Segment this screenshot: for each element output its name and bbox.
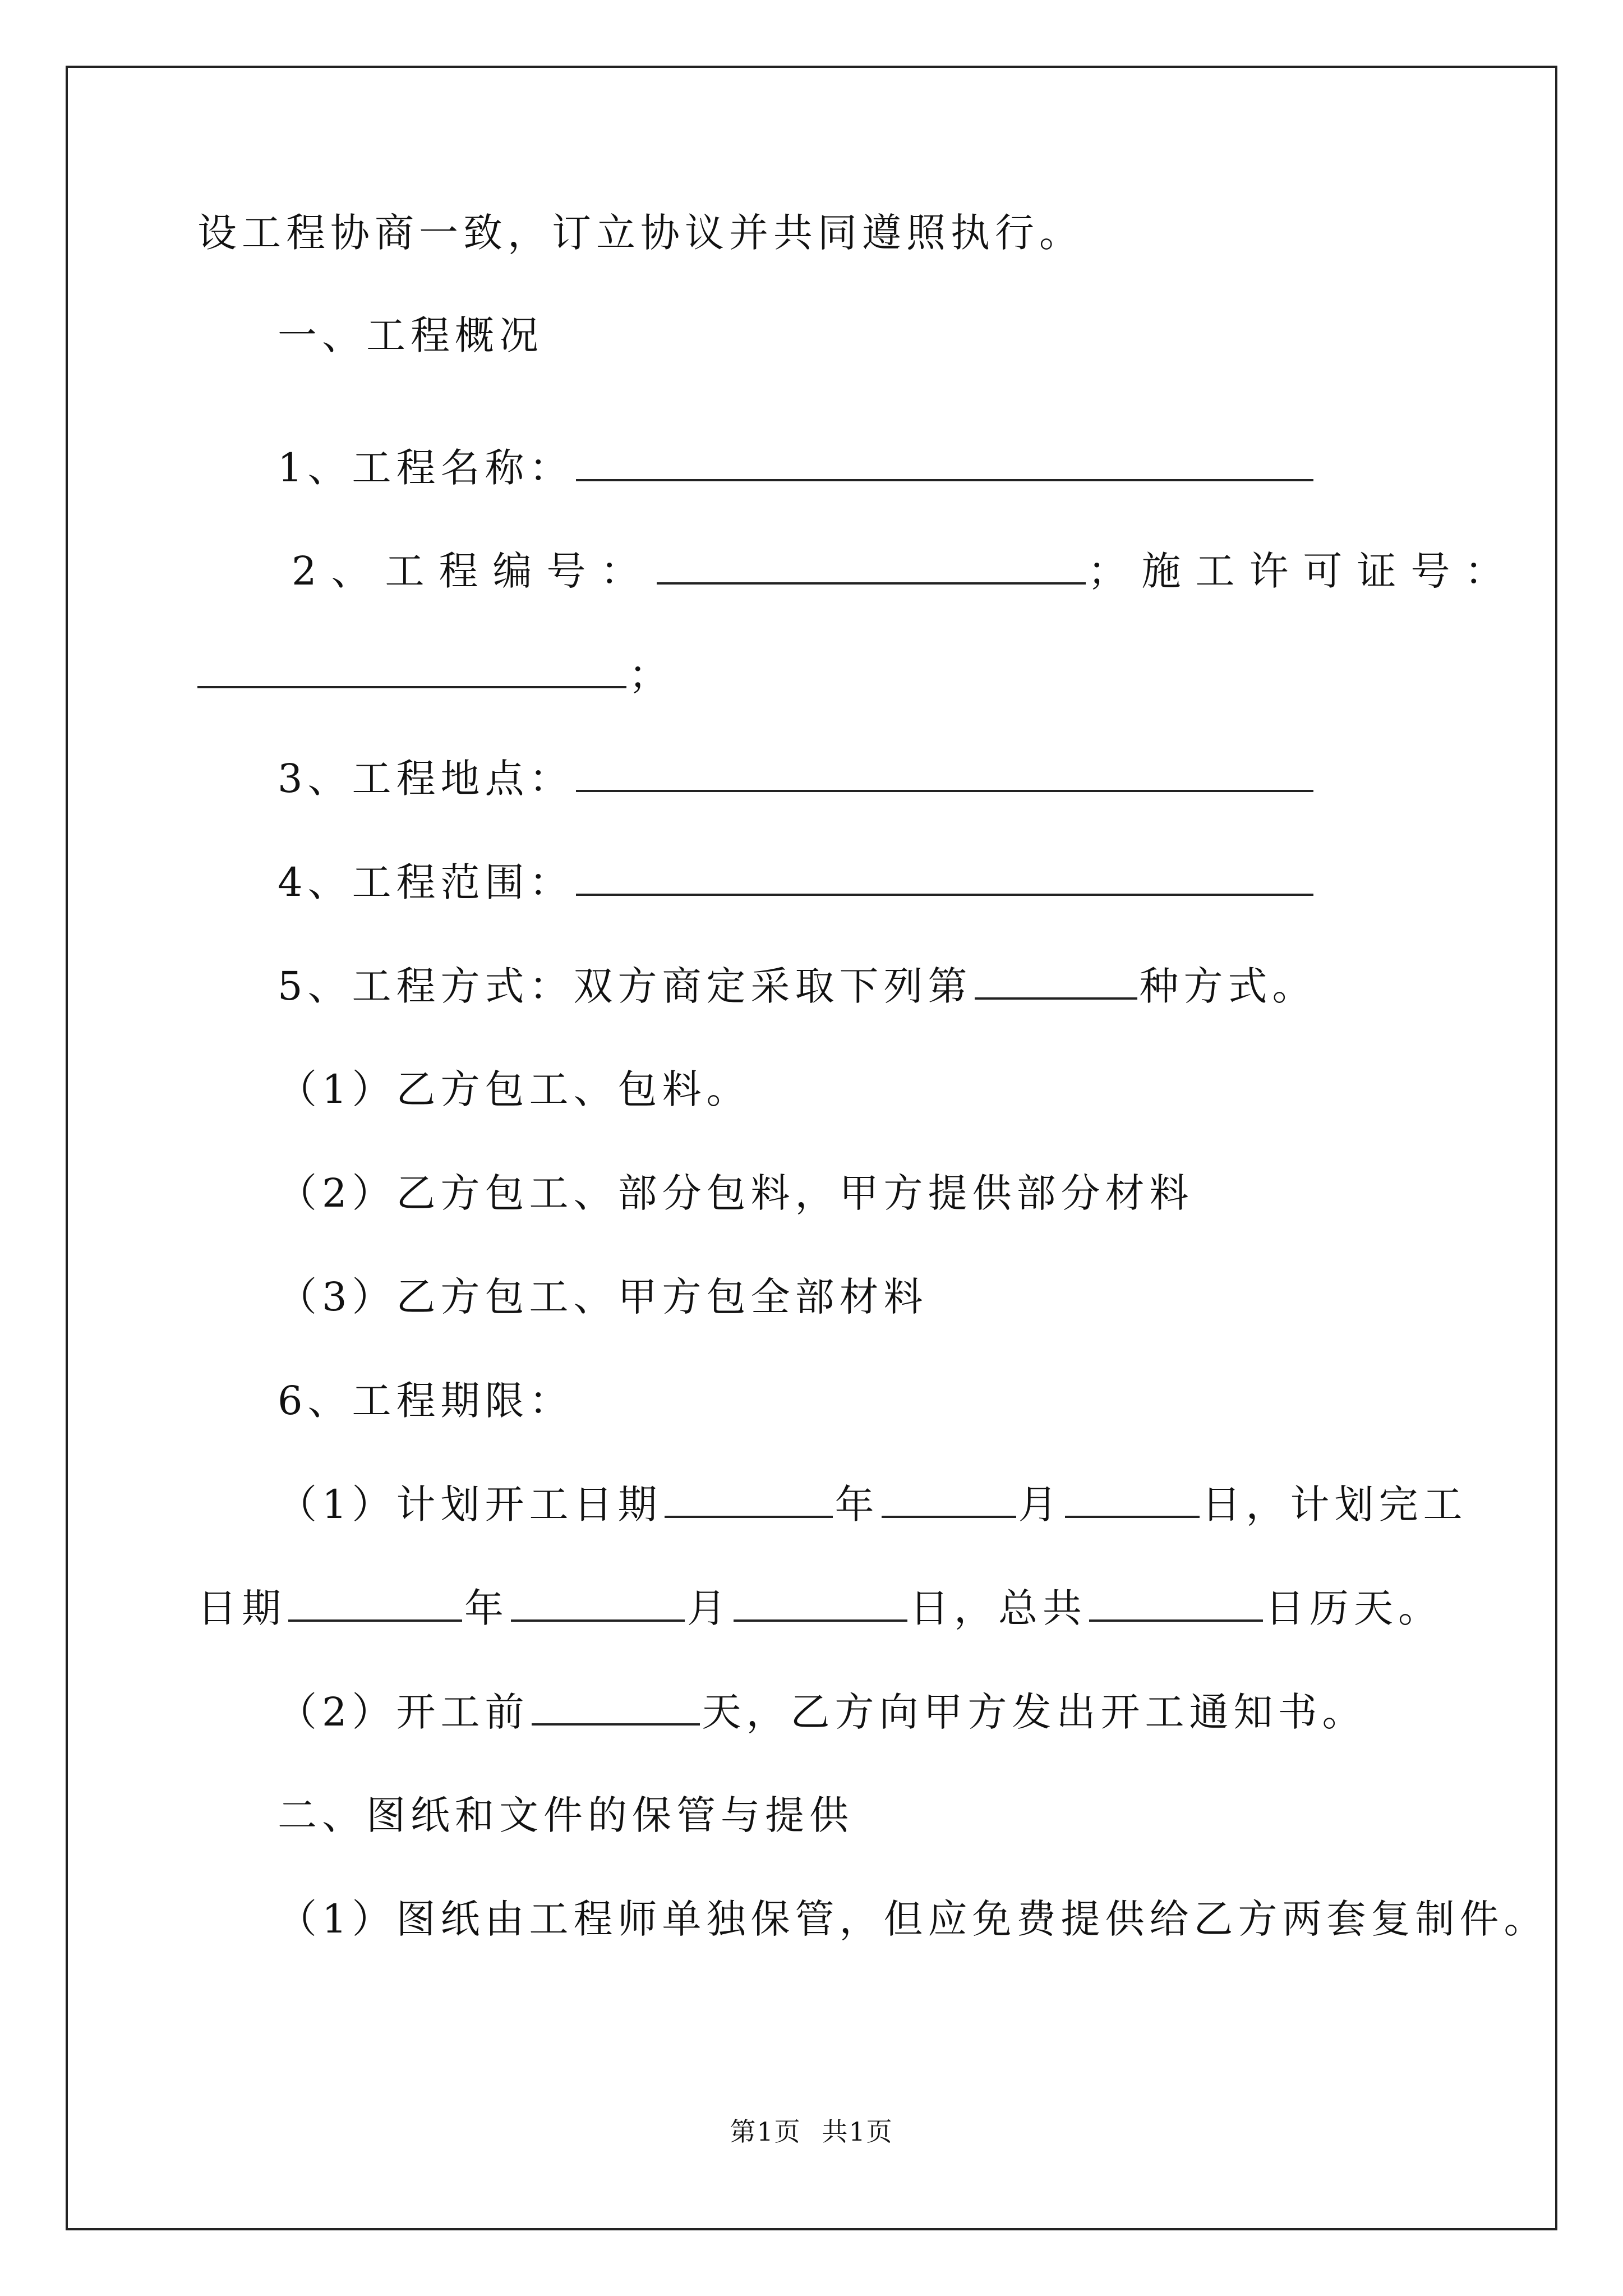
permit-number-line: ； xyxy=(197,649,673,700)
project-name-blank xyxy=(576,442,1313,481)
total-days-blank xyxy=(1089,1582,1263,1622)
start-month-blank xyxy=(882,1479,1016,1518)
project-location-line: 3、工程地点： xyxy=(278,753,1316,804)
page-footer xyxy=(0,2115,1623,2148)
start-year-blank xyxy=(665,1479,833,1518)
end-month-blank xyxy=(511,1582,685,1622)
project-name-line: 1、工程名称： xyxy=(278,442,1316,493)
start-notice-line: （2）开工前 天，乙方向甲方发出开工通知书。 xyxy=(278,1686,1367,1737)
method-option-1: （1）乙方包工、包料。 xyxy=(278,1066,751,1112)
project-number-blank xyxy=(657,545,1086,585)
notice-days-blank xyxy=(532,1686,700,1726)
total-pages: 共1页 xyxy=(822,2116,893,2147)
project-scope-blank xyxy=(576,857,1313,896)
project-method-line: 5、工程方式：双方商定采取下列第 种方式。 xyxy=(278,960,1317,1011)
method-option-2: （2）乙方包工、部分包料，甲方提供部分材料 xyxy=(278,1170,1194,1216)
permit-number-blank xyxy=(197,649,626,688)
page-number: 第1页 xyxy=(730,2116,801,2147)
start-day-blank xyxy=(1065,1479,1200,1518)
drawings-custody-line: （1）图纸由工程师单独保管，但应免费提供给乙方两套复制件。 xyxy=(278,1896,1548,1942)
planned-start-date-line: （1）计划开工日期 年 月 日，计划完工 xyxy=(278,1479,1468,1530)
intro-continuation: 设工程协商一致，订立协议并共同遵照执行。 xyxy=(197,210,1083,256)
end-year-blank xyxy=(288,1582,462,1622)
section-two-heading: 二、图纸和文件的保管与提供 xyxy=(278,1792,854,1838)
method-option-3: （3）乙方包工、甲方包全部材料 xyxy=(278,1274,928,1320)
end-day-blank xyxy=(734,1582,907,1622)
project-scope-line: 4、工程范围： xyxy=(278,857,1316,908)
planned-end-date-line: 日期 年 月 日，总共 日历天。 xyxy=(197,1582,1442,1634)
project-location-blank xyxy=(576,753,1313,792)
section-one-heading: 一、工程概况 xyxy=(278,312,543,358)
project-period-heading: 6、工程期限： xyxy=(278,1378,574,1424)
project-method-blank xyxy=(975,960,1137,1000)
project-number-line: 2、工程编号： ；施工许可证号： xyxy=(292,545,1519,596)
